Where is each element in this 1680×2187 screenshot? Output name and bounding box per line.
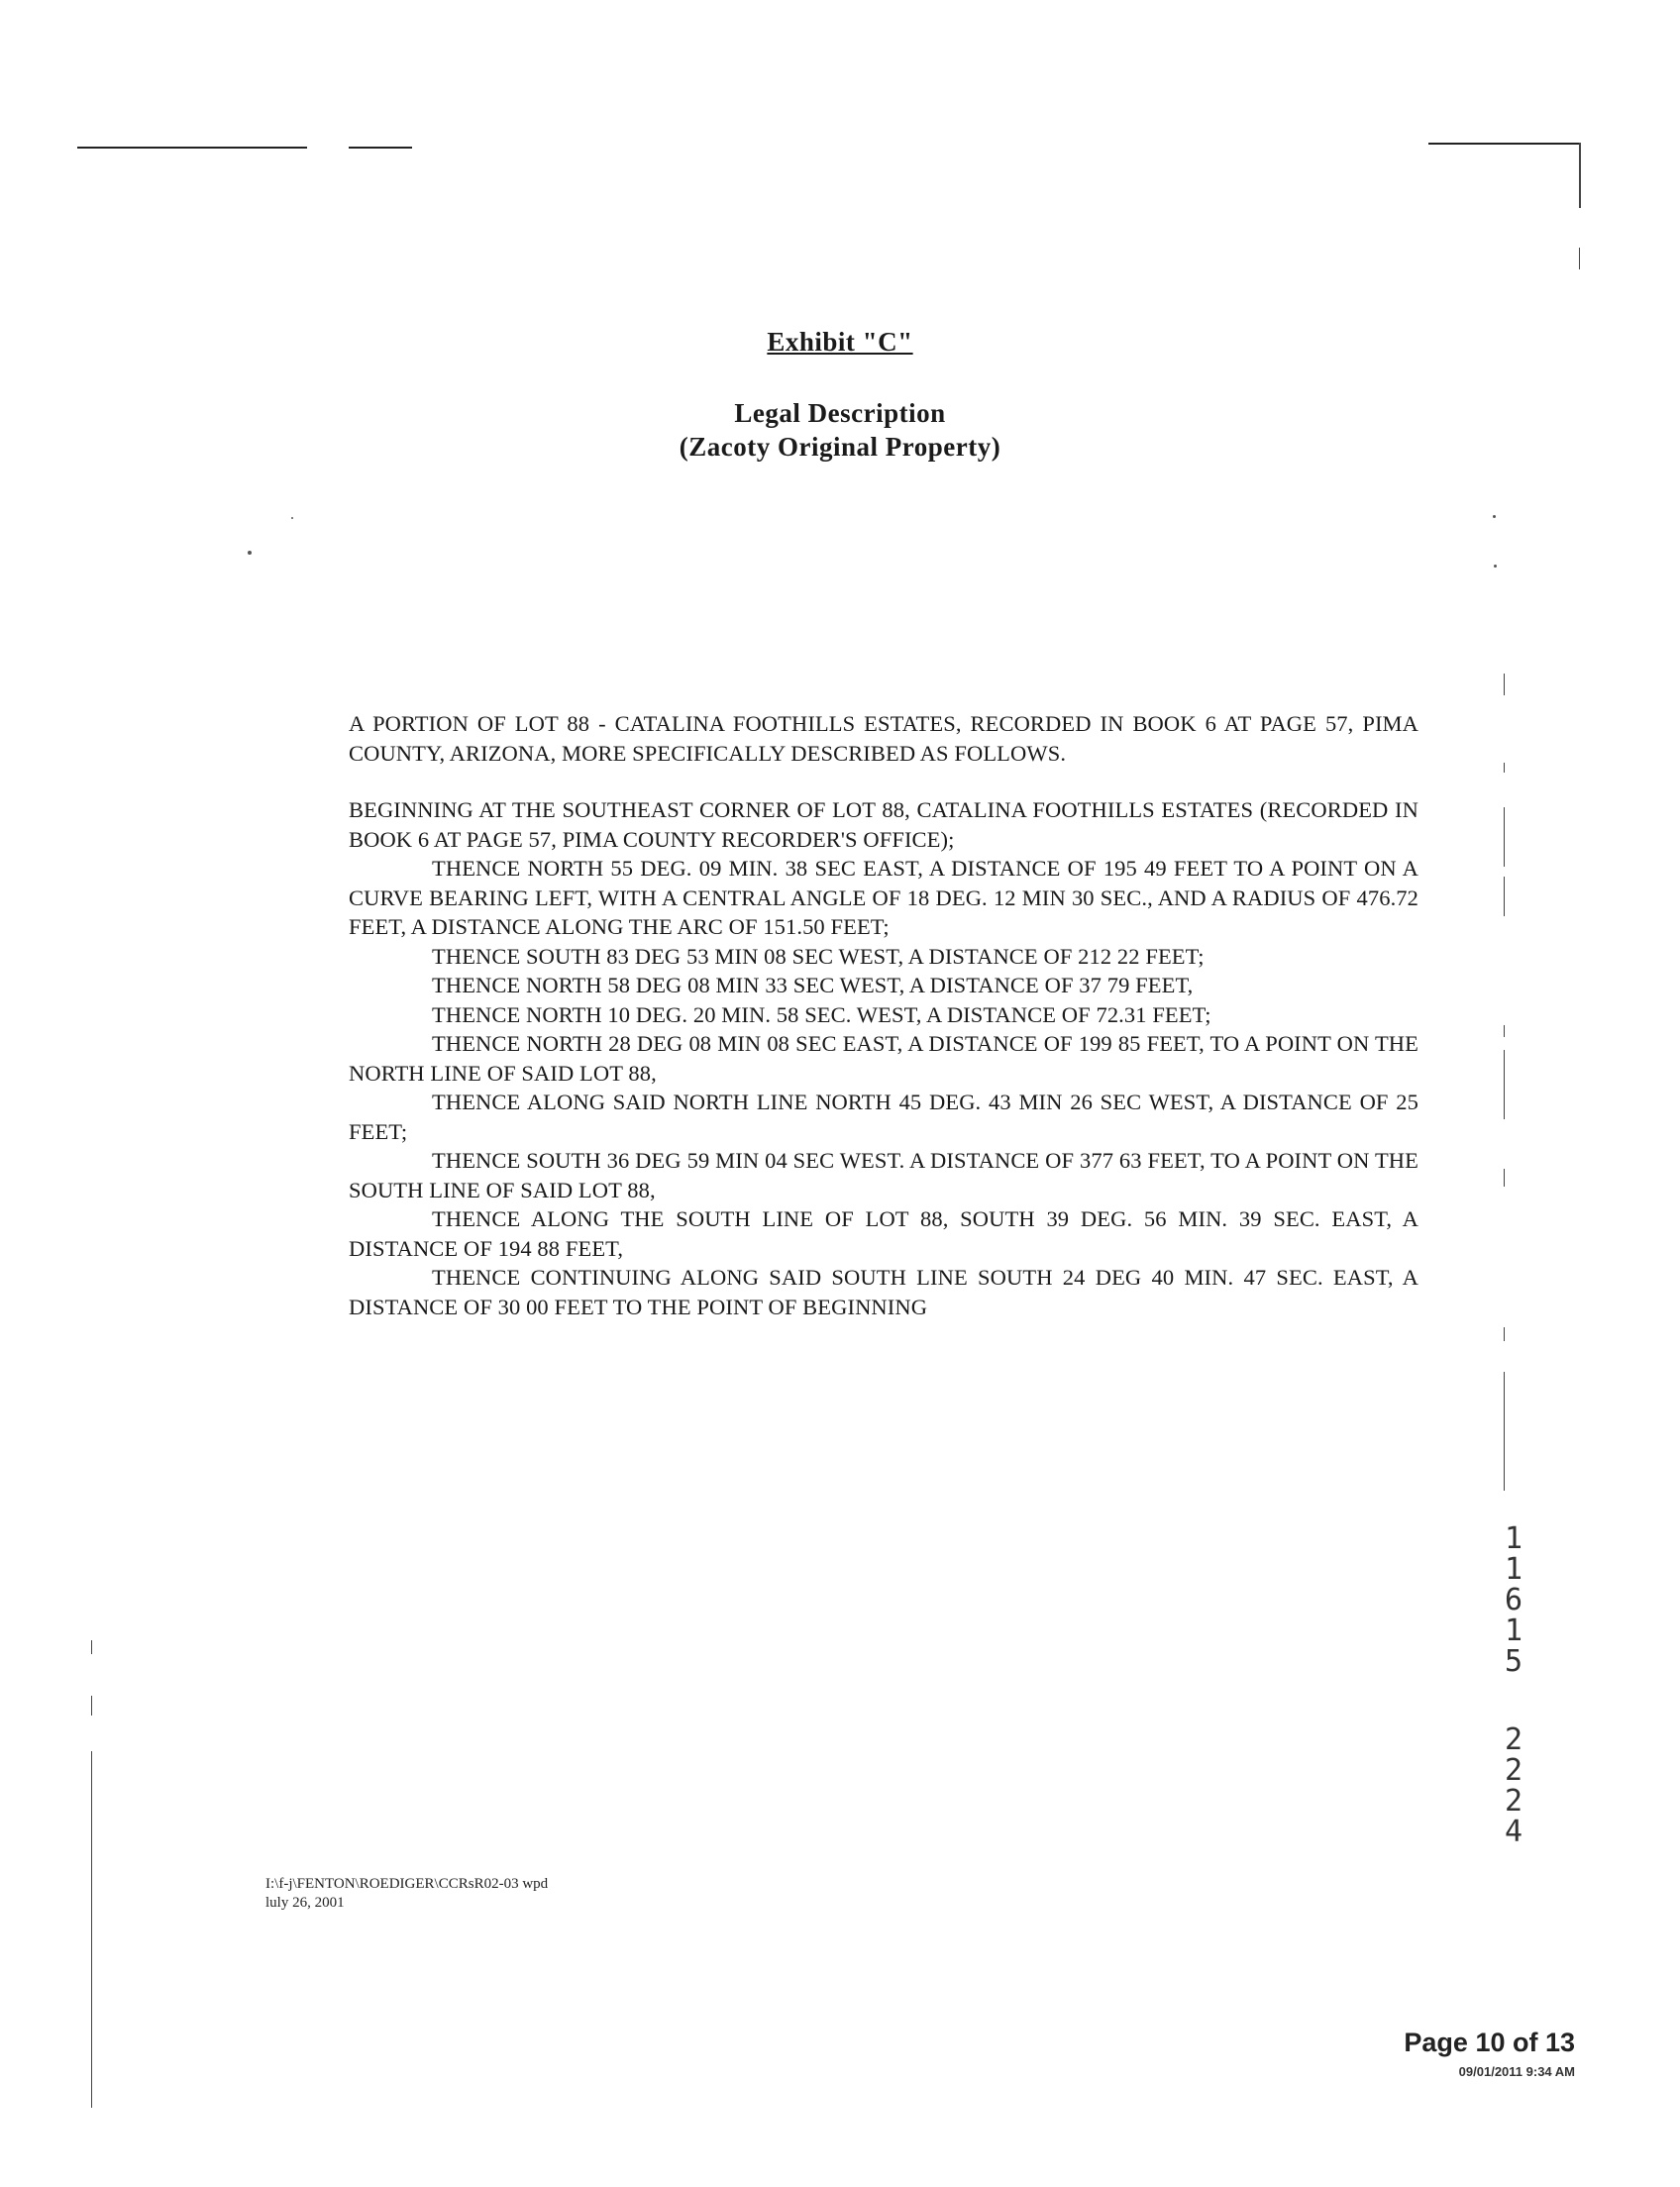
course-paragraph: THENCE NORTH 58 DEG 08 MIN 33 SEC WEST, A DISTANCE OF 37 79 FEET, — [432, 973, 1194, 997]
course-paragraph: THENCE ALONG SAID NORTH LINE NORTH 45 DEG. 43 MIN 26 SEC WEST, A DISTANCE OF 25 FEET; — [349, 1090, 1418, 1144]
course-paragraph: THENCE SOUTH 83 DEG 53 MIN 08 SEC WEST, A DISTANCE OF 212 22 FEET; — [432, 943, 1205, 969]
course-paragraph: THENCE NORTH 55 DEG. 09 MIN. 38 SEC EAST, A DISTANCE OF 195 49 FEET TO A POINT ON A CURVE BEARING LEFT, WITH A CENTRAL ANGLE OF 18 DEG. 12 MIN 30 SEC., AND A RADIUS OF 476.72 FEET, A DISTANCE ALONG THE ARC OF 151.50 FEET; — [349, 856, 1418, 939]
scan-speck — [1504, 674, 1505, 695]
print-timestamp: 09/01/2011 9:34 AM — [1458, 2064, 1575, 2079]
scan-speck — [248, 551, 252, 555]
course-paragraph: THENCE NORTH 10 DEG. 20 MIN. 58 SEC. WEST, A DISTANCE OF 72.31 FEET; — [432, 1001, 1211, 1027]
scan-speck — [1504, 807, 1505, 867]
legal-description-body — [349, 709, 1418, 1321]
course-paragraph: THENCE ALONG THE SOUTH LINE OF LOT 88, SOUTH 39 DEG. 56 MIN. 39 SEC. EAST, A DISTANCE OF 194 88 FEET, — [349, 1206, 1418, 1261]
scan-speck — [1504, 1327, 1505, 1341]
scan-rule-top-right — [1428, 143, 1581, 145]
scan-line-left-edge — [91, 1751, 92, 2108]
course-paragraph: THENCE CONTINUING ALONG SAID SOUTH LINE SOUTH 24 DEG 40 MIN. 47 SEC. EAST, A DISTANCE OF 30 00 FEET TO THE POINT OF BEGINNING — [349, 1265, 1418, 1319]
scan-speck — [1493, 515, 1496, 518]
scan-rule-top-left-short — [349, 147, 412, 149]
footer-file-path: I:\f-j\FENTON\ROEDIGER\CCRsR02-03 wpd — [265, 1876, 549, 1892]
scan-speck — [1504, 763, 1505, 773]
course-paragraph: THENCE NORTH 28 DEG 08 MIN 08 SEC EAST, A DISTANCE OF 199 85 FEET, TO A POINT ON THE NORTH LINE OF SAID LOT 88, — [349, 1031, 1418, 1086]
scan-speck — [1504, 1169, 1505, 1187]
document-subtitle: Legal Description — [734, 398, 946, 428]
recording-number-part2: 2224 — [1504, 1722, 1523, 1849]
beginning-paragraph: BEGINNING AT THE SOUTHEAST CORNER OF LOT 88, CATALINA FOOTHILLS ESTATES (RECORDED IN BOOK 6 AT PAGE 57, PIMA COUNTY RECORDER'S OFFICE); — [349, 797, 1418, 852]
scan-speck — [1504, 877, 1505, 916]
scan-line-right-corner — [1579, 143, 1581, 208]
footer-file-info — [265, 1875, 548, 1913]
scan-line-left-edge — [91, 1696, 92, 1716]
scan-speck — [1504, 1372, 1505, 1491]
course-paragraph: THENCE SOUTH 36 DEG 59 MIN 04 SEC WEST. A DISTANCE OF 377 63 FEET, TO A POINT ON THE SOUTH LINE OF SAID LOT 88, — [349, 1148, 1418, 1202]
scan-speck — [291, 517, 293, 519]
scan-speck — [1504, 1025, 1505, 1037]
scan-speck — [1494, 565, 1497, 568]
scan-line-right-edge — [1579, 248, 1580, 269]
document-title: Exhibit "C" — [767, 327, 913, 357]
footer-date: luly 26, 2001 — [265, 1895, 345, 1911]
scan-speck — [1504, 1050, 1505, 1119]
recording-number-stamp — [1496, 1523, 1531, 1847]
recording-number-part1: 11615 — [1504, 1521, 1523, 1679]
scan-line-left-edge — [91, 1640, 92, 1654]
scan-rule-top-left — [77, 147, 307, 149]
intro-paragraph: A PORTION OF LOT 88 - CATALINA FOOTHILLS ESTATES, RECORDED IN BOOK 6 AT PAGE 57, PIMA COUNTY, ARIZONA, MORE SPECIFICALLY DESCRIBED AS FOLLOWS. — [349, 711, 1418, 766]
document-subtitle-property: (Zacoty Original Property) — [679, 432, 1001, 462]
page-number: Page 10 of 13 — [1404, 2028, 1575, 2057]
